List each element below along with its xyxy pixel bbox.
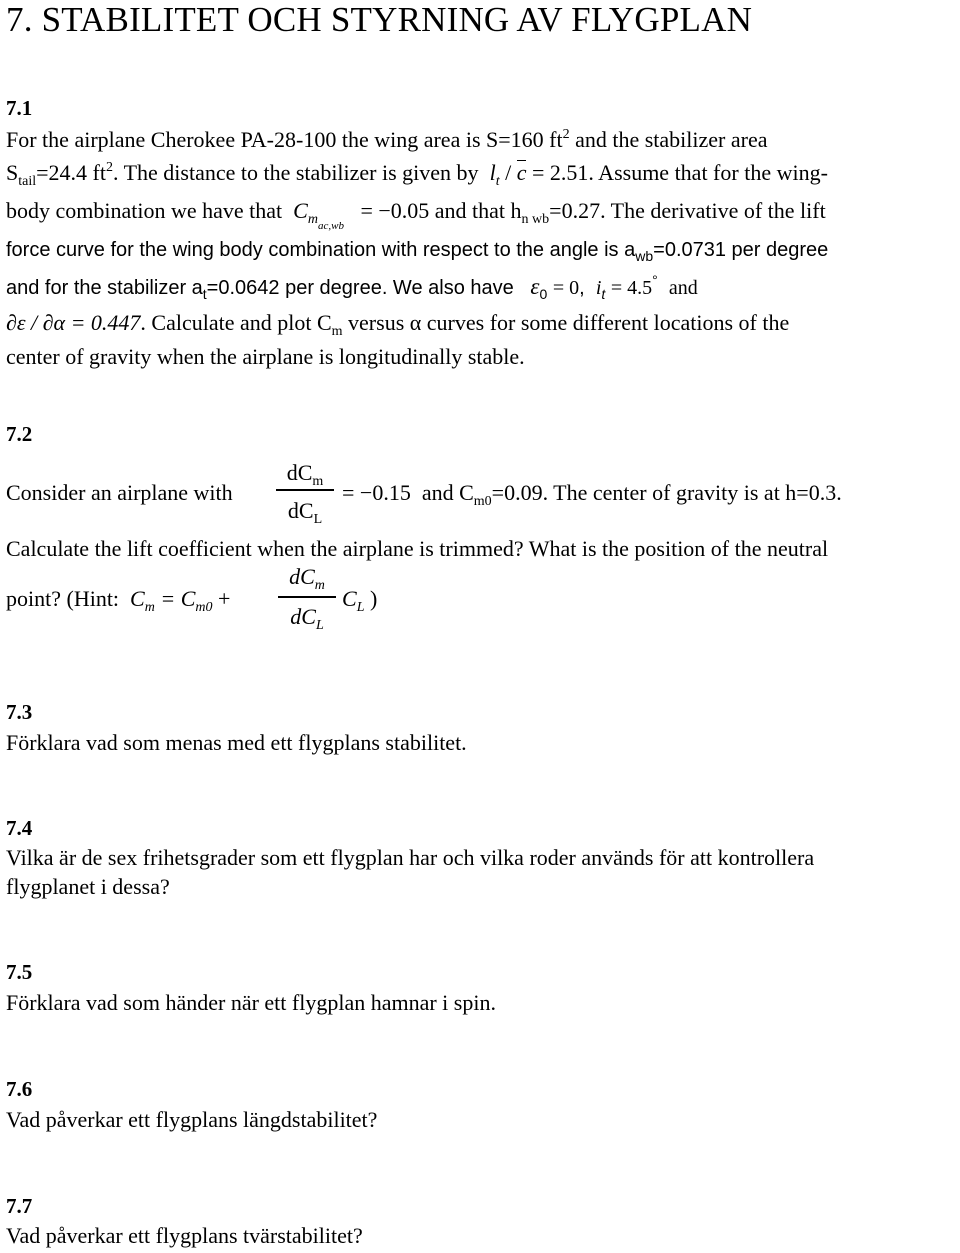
p71-line-1: For the airplane Cherokee PA-28-100 the wing area is S=160 $ft^2$ and the stabilizer area — [6, 127, 768, 152]
problem-number-7-1: 7.1 — [6, 96, 33, 120]
p77-text: Vad påverkar ett flygplans tvärstabilitet? — [6, 1223, 363, 1248]
p73-text: Förklara vad som menas med ett flygplans stabilitet. — [6, 730, 467, 755]
p74-line-1: Vilka är de sex frihetsgrader som ett flygplan har och vilka roder används för att kontrollera — [6, 845, 815, 870]
problem-number-7-2: 7.2 — [6, 422, 33, 446]
p71-line-5: and for the stabilizer $a_t=0.0642$ per degree. We also have $\varepsilon_0 = 0$, $i_t = 4.5^\circ$ and — [6, 272, 698, 302]
p71-line-4: force curve for the wing body combination with respect to the angle is $a_{wb}=0.0731$ per degree — [6, 239, 829, 264]
p71-line-2: $S_{tail}=24.4$ $ft^2$. The distance to the stabilizer is given by $l_t / c = 2.51$. Assume that for the wing- — [6, 160, 828, 189]
problem-number-7-7: 7.7 — [6, 1194, 33, 1218]
p72-fraction-numerator: $dC_m$ — [286, 460, 324, 489]
p72-line-1-text: Consider an airplane with — [6, 480, 233, 505]
p72-line-3: point? (Hint: $C_m = C_{m0}$ + — [6, 586, 231, 615]
problem-number-7-6: 7.6 — [6, 1077, 33, 1101]
p71-line-3: body combination we have that $C_{mac,wb} = -0.05$ and that $h_{n wb}=0.27$. The derivative of the lift — [6, 198, 826, 232]
problem-number-7-3: 7.3 — [6, 700, 33, 724]
hint-fraction-numerator: $dC_m$ — [289, 564, 325, 593]
hint-tail: $C_L$ ) — [342, 586, 378, 615]
p75-text: Förklara vad som händer när ett flygplan hamnar i spin. — [6, 990, 496, 1015]
p72-fraction-denominator: $dC_L$ — [287, 498, 323, 527]
problem-number-7-4: 7.4 — [6, 816, 33, 840]
page-title: 7. STABILITET OCH STYRNING AV FLYGPLAN — [6, 0, 753, 39]
p76-text: Vad påverkar ett flygplans längdstabilitet? — [6, 1107, 378, 1132]
p71-line-6: ∂ε / ∂α = 0.447. Calculate and plot $C_m$ versus α curves for some different locations of the — [6, 310, 790, 339]
problem-number-7-5: 7.5 — [6, 960, 33, 984]
hint-fraction-denominator: $dC_L$ — [290, 604, 324, 633]
p72-fraction-bar — [276, 489, 334, 491]
hint-fraction-bar — [278, 596, 336, 598]
p72-line-1-rest: = −0.15 and $C_{m0}=0.09$. The center of gravity is at h=0.3. — [342, 480, 842, 509]
p72-line-2: Calculate the lift coefficient when the airplane is trimmed? What is the position of the neutral — [6, 536, 829, 561]
p71-line-7: center of gravity when the airplane is longitudinally stable. — [6, 344, 525, 369]
p74-line-2: flygplanet i dessa? — [6, 874, 170, 899]
